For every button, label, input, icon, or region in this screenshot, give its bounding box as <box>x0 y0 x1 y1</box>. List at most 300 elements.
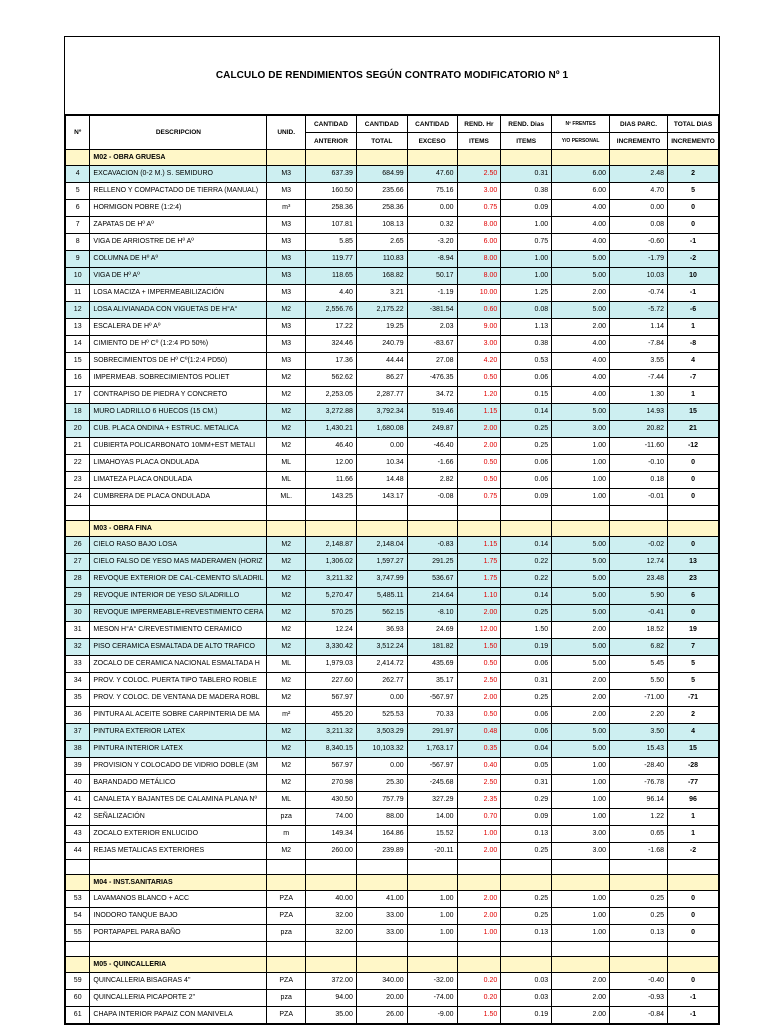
cell-num: 20 <box>66 421 90 438</box>
col-header-rend-dias: REND. Dias <box>501 116 552 133</box>
cell-cant-total: 10.34 <box>356 455 407 472</box>
cell-unit: M2 <box>267 588 306 605</box>
table-row[interactable] <box>66 370 719 387</box>
cell-rend-dias: 0.03 <box>501 990 552 1007</box>
cell-num: 54 <box>66 908 90 925</box>
cell-cant-anterior: 17.22 <box>306 319 357 336</box>
cell-frentes: 4.00 <box>552 234 610 251</box>
cell-total-dias: -8 <box>668 336 719 353</box>
cell-cant-total: 239.89 <box>356 843 407 860</box>
cell-unit: ML <box>267 455 306 472</box>
cell-dias-parc: 1.14 <box>610 319 668 336</box>
cell-desc: LAVAMANOS BLANCO + ACC <box>90 891 267 908</box>
cell-num: 26 <box>66 537 90 554</box>
cell-num: 21 <box>66 438 90 455</box>
table-row[interactable] <box>66 908 719 925</box>
cell-unit: ML <box>267 656 306 673</box>
cell-desc: REVOQUE INTERIOR DE YESO S/LADRILLO <box>90 588 267 605</box>
cell-cant-exceso: -567.97 <box>407 690 457 707</box>
cell-cant-exceso: 291.97 <box>407 724 457 741</box>
cell-cant-anterior: 324.46 <box>306 336 357 353</box>
cell-desc: QUINCALLERIA BISAGRAS 4" <box>90 973 267 990</box>
table-row[interactable] <box>66 792 719 809</box>
cell-desc: CIMIENTO DE Hº Cº (1:2:4 PD 50%) <box>90 336 267 353</box>
cell-cant-exceso: 15.52 <box>407 826 457 843</box>
cell-cant-total: 757.79 <box>356 792 407 809</box>
empty-cell <box>306 957 357 973</box>
cell-dias-parc: 6.82 <box>610 639 668 656</box>
cell-frentes: 1.00 <box>552 758 610 775</box>
cell-frentes: 5.00 <box>552 639 610 656</box>
cell-rend-hr: 1.75 <box>457 571 501 588</box>
cell-cant-total: 2,287.77 <box>356 387 407 404</box>
cell-cant-anterior: 227.60 <box>306 673 357 690</box>
cell-cant-total: 164.86 <box>356 826 407 843</box>
cell-rend-hr: 0.50 <box>457 707 501 724</box>
table-body <box>66 150 719 1024</box>
cell-rend-hr: 2.00 <box>457 438 501 455</box>
cell-num: 24 <box>66 489 90 506</box>
cell-rend-dias: 0.15 <box>501 387 552 404</box>
empty-cell <box>66 875 90 891</box>
cell-cant-total: 2,175.22 <box>356 302 407 319</box>
cell-dias-parc: 4.70 <box>610 183 668 200</box>
table-row[interactable] <box>66 973 719 990</box>
section-header-row <box>66 875 719 891</box>
cell-cant-total: 3,512.24 <box>356 639 407 656</box>
cell-rend-dias: 0.09 <box>501 489 552 506</box>
table-row[interactable] <box>66 758 719 775</box>
section-label: M05 - QUINCALLERIA <box>90 957 267 973</box>
cell-unit: ML <box>267 792 306 809</box>
cell-rend-dias: 0.09 <box>501 200 552 217</box>
cell-frentes: 4.00 <box>552 370 610 387</box>
cell-rend-dias: 0.29 <box>501 792 552 809</box>
cell-rend-dias: 0.25 <box>501 605 552 622</box>
section-header-row <box>66 521 719 537</box>
empty-cell <box>552 506 610 521</box>
cell-dias-parc: 2.20 <box>610 707 668 724</box>
cell-rend-dias: 0.53 <box>501 353 552 370</box>
cell-unit: M2 <box>267 404 306 421</box>
cell-rend-hr: 9.00 <box>457 319 501 336</box>
cell-desc: REVOQUE EXTERIOR DE CAL-CEMENTO S/LADRIL <box>90 571 267 588</box>
table-row[interactable] <box>66 605 719 622</box>
blank-row <box>66 942 719 957</box>
table-row[interactable] <box>66 438 719 455</box>
cell-rend-hr: 1.15 <box>457 404 501 421</box>
cell-cant-exceso: -245.68 <box>407 775 457 792</box>
table-row[interactable] <box>66 843 719 860</box>
cell-unit: M2 <box>267 775 306 792</box>
col-header-cant-exc: CANTIDAD <box>407 116 457 133</box>
table-row[interactable] <box>66 990 719 1007</box>
table-row[interactable] <box>66 251 719 268</box>
cell-total-dias: -77 <box>668 775 719 792</box>
cell-rend-hr: 0.75 <box>457 489 501 506</box>
cell-cant-total: 3.21 <box>356 285 407 302</box>
table-row[interactable] <box>66 166 719 183</box>
cell-cant-total: 3,792.34 <box>356 404 407 421</box>
cell-dias-parc: -0.60 <box>610 234 668 251</box>
cell-num: 15 <box>66 353 90 370</box>
cell-rend-dias: 0.06 <box>501 455 552 472</box>
cell-rend-hr: 2.00 <box>457 605 501 622</box>
cell-rend-dias: 0.31 <box>501 166 552 183</box>
empty-cell <box>457 942 501 957</box>
empty-cell <box>501 150 552 166</box>
cell-dias-parc: -0.41 <box>610 605 668 622</box>
cell-unit: M2 <box>267 741 306 758</box>
table-row[interactable] <box>66 302 719 319</box>
cell-dias-parc: 12.74 <box>610 554 668 571</box>
cell-frentes: 4.00 <box>552 336 610 353</box>
empty-cell <box>552 860 610 875</box>
cell-frentes: 1.00 <box>552 438 610 455</box>
cell-rend-dias: 0.22 <box>501 554 552 571</box>
empty-cell <box>501 942 552 957</box>
col-header-dias-parc-2: INCREMENTO <box>610 133 668 150</box>
cell-cant-exceso: 34.72 <box>407 387 457 404</box>
cell-rend-dias: 1.50 <box>501 622 552 639</box>
cell-cant-total: 2.65 <box>356 234 407 251</box>
cell-cant-exceso: -8.94 <box>407 251 457 268</box>
cell-total-dias: -1 <box>668 234 719 251</box>
cell-num: 22 <box>66 455 90 472</box>
cell-unit: PZA <box>267 908 306 925</box>
table-row[interactable] <box>66 217 719 234</box>
cell-desc: CHAPA INTERIOR PAPAIZ CON MANIVELA <box>90 1007 267 1024</box>
table-row[interactable] <box>66 183 719 200</box>
cell-rend-hr: 0.48 <box>457 724 501 741</box>
table-row[interactable] <box>66 234 719 251</box>
cell-cant-anterior: 32.00 <box>306 925 357 942</box>
cell-cant-anterior: 11.66 <box>306 472 357 489</box>
cell-cant-anterior: 5.85 <box>306 234 357 251</box>
empty-cell <box>610 521 668 537</box>
cell-cant-anterior: 35.00 <box>306 1007 357 1024</box>
cell-unit: pza <box>267 809 306 826</box>
cell-dias-parc: 18.52 <box>610 622 668 639</box>
cell-cant-total: 258.36 <box>356 200 407 217</box>
cell-cant-anterior: 455.20 <box>306 707 357 724</box>
cell-frentes: 5.00 <box>552 537 610 554</box>
cell-total-dias: 0 <box>668 908 719 925</box>
empty-cell <box>610 860 668 875</box>
cell-unit: M2 <box>267 605 306 622</box>
table-row[interactable] <box>66 554 719 571</box>
cell-cant-exceso: -0.83 <box>407 537 457 554</box>
cell-total-dias: 5 <box>668 183 719 200</box>
cell-rend-hr: 2.00 <box>457 843 501 860</box>
empty-cell <box>90 942 267 957</box>
cell-rend-dias: 1.13 <box>501 319 552 336</box>
cell-desc: REJAS METALICAS EXTERIORES <box>90 843 267 860</box>
table-row[interactable] <box>66 200 719 217</box>
cell-desc: CUB. PLACA ONDINA + ESTRUC. METALICA <box>90 421 267 438</box>
cell-cant-total: 2,148.04 <box>356 537 407 554</box>
cell-desc: CUMBRERA DE PLACA ONDULADA <box>90 489 267 506</box>
cell-rend-hr: 1.00 <box>457 925 501 942</box>
table-row[interactable] <box>66 639 719 656</box>
cell-frentes: 2.00 <box>552 973 610 990</box>
cell-cant-anterior: 2,556.76 <box>306 302 357 319</box>
table-row[interactable] <box>66 707 719 724</box>
cell-rend-hr: 1.75 <box>457 554 501 571</box>
cell-rend-dias: 0.14 <box>501 588 552 605</box>
cell-frentes: 3.00 <box>552 843 610 860</box>
table-row[interactable] <box>66 809 719 826</box>
cell-cant-anterior: 637.39 <box>306 166 357 183</box>
empty-cell <box>90 506 267 521</box>
cell-unit: M3 <box>267 166 306 183</box>
cell-total-dias: 15 <box>668 741 719 758</box>
cell-rend-hr: 8.00 <box>457 251 501 268</box>
table-row[interactable] <box>66 404 719 421</box>
cell-num: 28 <box>66 571 90 588</box>
cell-cant-anterior: 4.40 <box>306 285 357 302</box>
cell-cant-exceso: 50.17 <box>407 268 457 285</box>
cell-rend-hr: 2.00 <box>457 421 501 438</box>
cell-rend-hr: 0.40 <box>457 758 501 775</box>
empty-cell <box>267 860 306 875</box>
cell-total-dias: 0 <box>668 973 719 990</box>
table-row[interactable] <box>66 336 719 353</box>
cell-rend-hr: 8.00 <box>457 268 501 285</box>
cell-cant-total: 340.00 <box>356 973 407 990</box>
empty-cell <box>457 860 501 875</box>
empty-cell <box>457 957 501 973</box>
cell-rend-hr: 1.10 <box>457 588 501 605</box>
cell-total-dias: 1 <box>668 319 719 336</box>
cell-cant-exceso: 519.46 <box>407 404 457 421</box>
table-row[interactable] <box>66 656 719 673</box>
cell-cant-anterior: 3,211.32 <box>306 571 357 588</box>
col-header-frentes-2-text: Y/O PERSONAL <box>561 138 600 144</box>
table-row[interactable] <box>66 455 719 472</box>
cell-num: 60 <box>66 990 90 1007</box>
table-row[interactable] <box>66 489 719 506</box>
cell-desc: CANALETA Y BAJANTES DE CALAMINA PLANA Nº <box>90 792 267 809</box>
cell-cant-exceso: -32.00 <box>407 973 457 990</box>
cell-dias-parc: 5.50 <box>610 673 668 690</box>
empty-cell <box>356 506 407 521</box>
cell-rend-dias: 0.25 <box>501 908 552 925</box>
empty-cell <box>356 957 407 973</box>
cell-cant-anterior: 46.40 <box>306 438 357 455</box>
cell-cant-total: 33.00 <box>356 908 407 925</box>
cell-rend-hr: 12.00 <box>457 622 501 639</box>
section-label: M03 - OBRA FINA <box>90 521 267 537</box>
cell-total-dias: 0 <box>668 891 719 908</box>
cell-cant-total: 0.00 <box>356 438 407 455</box>
cell-rend-hr: 1.15 <box>457 537 501 554</box>
table-row[interactable] <box>66 588 719 605</box>
empty-cell <box>610 875 668 891</box>
cell-unit: M3 <box>267 183 306 200</box>
table-row[interactable] <box>66 775 719 792</box>
table-row[interactable] <box>66 741 719 758</box>
cell-rend-hr: 0.20 <box>457 990 501 1007</box>
cell-cant-anterior: 270.98 <box>306 775 357 792</box>
cell-rend-hr: 0.60 <box>457 302 501 319</box>
empty-cell <box>90 860 267 875</box>
cell-total-dias: -1 <box>668 1007 719 1024</box>
cell-desc: ESCALERA DE Hº Aº <box>90 319 267 336</box>
cell-desc: ZAPATAS DE Hº Aº <box>90 217 267 234</box>
table-row[interactable] <box>66 891 719 908</box>
empty-cell <box>306 860 357 875</box>
col-header-desc: DESCRIPCION <box>90 116 267 150</box>
cell-frentes: 6.00 <box>552 166 610 183</box>
cell-rend-hr: 1.20 <box>457 387 501 404</box>
cell-cant-total: 562.15 <box>356 605 407 622</box>
empty-cell <box>610 506 668 521</box>
cell-cant-exceso: 47.60 <box>407 166 457 183</box>
cell-frentes: 5.00 <box>552 724 610 741</box>
cell-unit: M3 <box>267 217 306 234</box>
cell-rend-hr: 8.00 <box>457 217 501 234</box>
cell-cant-anterior: 107.81 <box>306 217 357 234</box>
cell-frentes: 5.00 <box>552 251 610 268</box>
table-row[interactable] <box>66 826 719 843</box>
col-header-total-dias: TOTAL DIAS <box>668 116 719 133</box>
cell-dias-parc: 5.90 <box>610 588 668 605</box>
cell-num: 43 <box>66 826 90 843</box>
cell-cant-anterior: 570.25 <box>306 605 357 622</box>
cell-cant-anterior: 149.34 <box>306 826 357 843</box>
cell-frentes: 2.00 <box>552 990 610 1007</box>
blank-row <box>66 506 719 521</box>
table-row[interactable] <box>66 1007 719 1024</box>
cell-cant-total: 44.44 <box>356 353 407 370</box>
table-row[interactable] <box>66 387 719 404</box>
cell-cant-exceso: 2.03 <box>407 319 457 336</box>
cell-frentes: 2.00 <box>552 622 610 639</box>
cell-unit: PZA <box>267 891 306 908</box>
cell-rend-hr: 2.35 <box>457 792 501 809</box>
table-row[interactable] <box>66 925 719 942</box>
cell-cant-exceso: 214.64 <box>407 588 457 605</box>
table-row[interactable] <box>66 622 719 639</box>
sheet-title: CALCULO DE RENDIMIENTOS SEGÚN CONTRATO MODIFICATORIO Nº 1 <box>65 37 719 115</box>
cell-rend-dias: 0.08 <box>501 302 552 319</box>
empty-cell <box>267 150 306 166</box>
cell-unit: ML. <box>267 489 306 506</box>
cell-rend-hr: 0.50 <box>457 656 501 673</box>
table-row[interactable] <box>66 571 719 588</box>
cell-cant-exceso: -1.66 <box>407 455 457 472</box>
cell-desc: PROV. Y COLOC. PUERTA TIPO TABLERO ROBLE <box>90 673 267 690</box>
cell-frentes: 5.00 <box>552 656 610 673</box>
empty-cell <box>356 875 407 891</box>
cell-cant-exceso: 14.00 <box>407 809 457 826</box>
table-row[interactable] <box>66 421 719 438</box>
cell-frentes: 1.00 <box>552 891 610 908</box>
col-header-rend-hr: REND. Hr <box>457 116 501 133</box>
cell-cant-total: 33.00 <box>356 925 407 942</box>
cell-cant-anterior: 3,211.32 <box>306 724 357 741</box>
cell-total-dias: -28 <box>668 758 719 775</box>
cell-cant-anterior: 12.00 <box>306 455 357 472</box>
table-row[interactable] <box>66 472 719 489</box>
cell-cant-exceso: 2.82 <box>407 472 457 489</box>
cell-frentes: 1.00 <box>552 792 610 809</box>
cell-unit: M3 <box>267 336 306 353</box>
cell-cant-total: 108.13 <box>356 217 407 234</box>
empty-cell <box>668 506 719 521</box>
table-row[interactable] <box>66 724 719 741</box>
empty-cell <box>501 860 552 875</box>
cell-desc: INODORO TANQUE BAJO <box>90 908 267 925</box>
cell-cant-anterior: 17.36 <box>306 353 357 370</box>
table-row[interactable] <box>66 690 719 707</box>
cell-num: 39 <box>66 758 90 775</box>
cell-num: 40 <box>66 775 90 792</box>
cell-frentes: 2.00 <box>552 1007 610 1024</box>
cell-rend-hr: 0.75 <box>457 200 501 217</box>
cell-unit: M2 <box>267 690 306 707</box>
cell-unit: pza <box>267 990 306 1007</box>
cell-cant-exceso: 181.82 <box>407 639 457 656</box>
cell-rend-dias: 0.03 <box>501 973 552 990</box>
empty-cell <box>66 860 90 875</box>
cell-cant-total: 3,747.99 <box>356 571 407 588</box>
empty-cell <box>66 521 90 537</box>
spreadsheet <box>64 36 720 1025</box>
cell-total-dias: -7 <box>668 370 719 387</box>
cell-desc: SOBRECIMIENTOS DE Hº Cº(1:2:4 PD50) <box>90 353 267 370</box>
cell-cant-anterior: 160.50 <box>306 183 357 200</box>
cell-cant-exceso: -74.00 <box>407 990 457 1007</box>
empty-cell <box>407 521 457 537</box>
cell-num: 32 <box>66 639 90 656</box>
table-row[interactable] <box>66 285 719 302</box>
cell-rend-dias: 0.06 <box>501 472 552 489</box>
empty-cell <box>407 506 457 521</box>
table-row[interactable] <box>66 673 719 690</box>
table-row[interactable] <box>66 319 719 336</box>
cell-rend-dias: 0.25 <box>501 421 552 438</box>
cell-frentes: 1.00 <box>552 908 610 925</box>
cell-rend-dias: 0.06 <box>501 707 552 724</box>
cell-rend-dias: 1.00 <box>501 251 552 268</box>
cell-dias-parc: -0.93 <box>610 990 668 1007</box>
table-row[interactable] <box>66 537 719 554</box>
table-row[interactable] <box>66 353 719 370</box>
cell-rend-hr: 0.35 <box>457 741 501 758</box>
empty-cell <box>668 150 719 166</box>
cell-cant-exceso: 1.00 <box>407 925 457 942</box>
cell-dias-parc: 3.50 <box>610 724 668 741</box>
cell-cant-anterior: 94.00 <box>306 990 357 1007</box>
cell-cant-exceso: 70.33 <box>407 707 457 724</box>
header-row <box>66 116 719 133</box>
cell-total-dias: 10 <box>668 268 719 285</box>
cell-desc: RELLENO Y COMPACTADO DE TIERRA (MANUAL) <box>90 183 267 200</box>
cell-dias-parc: -5.72 <box>610 302 668 319</box>
cell-cant-total: 26.00 <box>356 1007 407 1024</box>
cell-cant-exceso: 1.00 <box>407 908 457 925</box>
cell-desc: PORTAPAPEL PARA BAÑO <box>90 925 267 942</box>
cell-rend-dias: 1.00 <box>501 217 552 234</box>
table-row[interactable] <box>66 268 719 285</box>
cell-rend-hr: 0.50 <box>457 370 501 387</box>
cell-rend-hr: 2.50 <box>457 166 501 183</box>
cell-num: 5 <box>66 183 90 200</box>
cell-dias-parc: -0.84 <box>610 1007 668 1024</box>
empty-cell <box>668 957 719 973</box>
